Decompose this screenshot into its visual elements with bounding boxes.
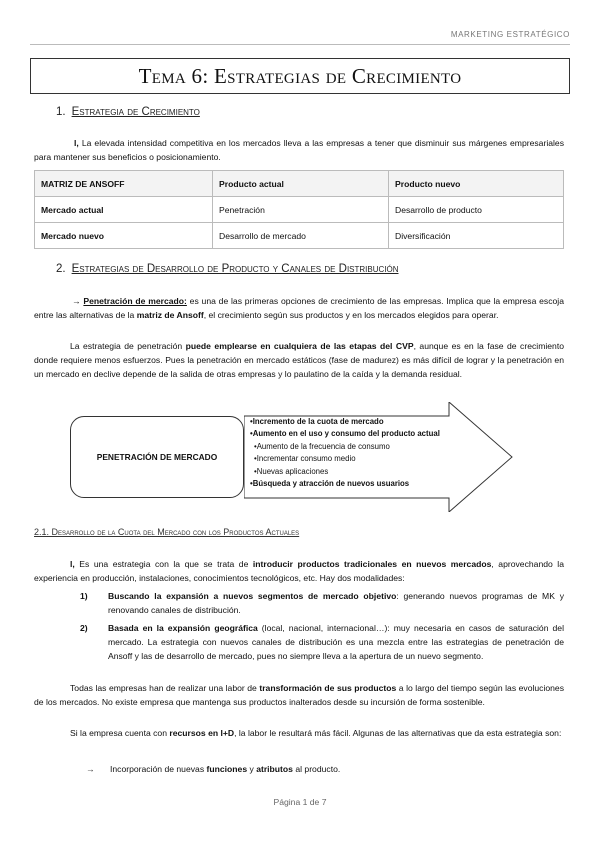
table-cell: Penetración: [213, 197, 389, 223]
arrow-glyph: →: [72, 296, 81, 306]
term-transformacion: transformación de sus productos: [259, 683, 397, 693]
running-header: MARKETING ESTRATÉGICO: [450, 30, 570, 39]
paragraph-text: , aprovechando la experiencia en producción, instalaciones, conocimientos tecnológicos, etc. Hay dos modalidades:: [34, 559, 564, 583]
table-header-cell: Producto nuevo: [389, 171, 564, 197]
bullet-text: y: [247, 764, 257, 774]
table-row: [35, 223, 564, 249]
section-number: 1.: [56, 106, 66, 118]
paragraph-text: Es una estrategia con la que se trata de: [74, 559, 253, 569]
table-header-row: [35, 171, 564, 197]
list-item: [80, 621, 564, 663]
table-header-cell: MATRIZ DE ANSOFF: [35, 171, 213, 197]
list-item: [80, 589, 564, 617]
paragraph-text: , aunque es en la fase de crecimiento donde requiere menos esfuerzos. Pues la penetración en mercado estáticos (fase de madurez) es más difícil de lograr y la penetración en un mercado en declive depende de la salida de otras empresas y lo paulatino de la caída y la demanda residual.: [34, 341, 564, 379]
arrow-glyph: →: [86, 764, 95, 774]
list-number: 2): [80, 623, 88, 633]
penetration-box: PENETRACIÓN DE MERCADO: [70, 416, 244, 498]
diagram-item: •Aumento de la frecuencia de consumo: [254, 441, 390, 451]
transformation-paragraph: [34, 681, 564, 709]
table-header-cell: Producto actual: [213, 171, 389, 197]
term-funciones: funciones: [206, 764, 248, 774]
bullet-text: Incorporación de nuevas: [110, 764, 207, 774]
paragraph-text: La estrategia de penetración: [70, 341, 186, 351]
paragraph-text: Si la empresa cuenta con: [70, 728, 170, 738]
table-cell: Desarrollo de mercado: [213, 223, 389, 249]
diagram-item: •Búsqueda y atracción de nuevos usuarios: [250, 479, 410, 489]
paragraph-text: , el crecimiento según sus productos y en los mercados elegidos para operar.: [203, 310, 499, 320]
term-rd: recursos en I+D: [169, 728, 235, 738]
section-1-paragraph: [34, 136, 564, 164]
diagram-item: •Aumento en el uso y consumo del producto actual: [250, 429, 440, 439]
header-rule: [30, 44, 570, 45]
list-text: (local, nacional, internacional…): muy necesaria en casos de saturación del mercado. La estrategia con nuevos canales de distribución es una mezcla entre las estrategias de penetración de Ansoff y las de desarrollo de mercado, pues no siempre lleva a la apertura de un nuevo segmento.: [108, 623, 564, 661]
penetration-paragraph: [34, 294, 564, 322]
diagram-item-list: [250, 416, 440, 490]
term-productos-tradicionales: introducir productos tradicionales en nuevos mercados: [252, 559, 492, 569]
term-cvp: puede emplearse en cualquiera de las etapas del CVP: [185, 341, 414, 351]
paragraph-text: es una de las primeras opciones de crecimiento de las empresas. Implica que la empresa escoja entre las alternativas de la: [34, 296, 564, 320]
document-title: Tema 6: Estrategias de Crecimiento: [138, 63, 462, 88]
document-title-box: [30, 58, 570, 94]
table-cell: Mercado actual: [35, 197, 213, 223]
section-1-heading: [56, 106, 200, 118]
list-text: : generando nuevos programas de MK y renovando canales de distribución.: [108, 591, 564, 615]
table-cell: Mercado nuevo: [35, 223, 213, 249]
section-number: 2.: [56, 263, 66, 275]
section-2-heading: [56, 263, 399, 275]
section-title: Estrategia de Crecimiento: [71, 106, 200, 118]
paragraph-marker: l,: [70, 559, 75, 569]
section-title: Estrategias de Desarrollo de Producto y Canales de Distribución: [71, 263, 399, 275]
ansoff-matrix-table: [34, 170, 564, 249]
paragraph-marker: l,: [74, 138, 79, 148]
table-cell: Diversificación: [389, 223, 564, 249]
bullet-text: al producto.: [292, 764, 341, 774]
paragraph-text: , la labor le resultará más fácil. Algunas de las alternativas que da esta estrategia son:: [234, 728, 562, 738]
list-term: Basada en la expansión geográfica: [108, 623, 258, 633]
diagram-item: •Nuevas aplicaciones: [254, 466, 329, 476]
term-atributos: atributos: [256, 764, 293, 774]
penetration-diagram: [68, 402, 516, 512]
paragraph-text: a lo largo del tiempo según las evoluciones de los mercados. No existe empresa que mantenga sus productos inalterados desde su incursión de forma sostenible.: [34, 683, 565, 707]
diagram-item: •Incremento de la cuota de mercado: [250, 417, 384, 426]
list-term: Buscando la expansión a nuevos segmentos de mercado objetivo: [108, 591, 397, 601]
paragraph-text: La elevada intensidad competitiva en los mercados lleva a las empresas a tener que disminuir sus márgenes empresariales para mantener sus beneficios o posicionamiento.: [34, 138, 564, 162]
rd-paragraph: [34, 726, 564, 740]
table-row: [35, 197, 564, 223]
term-ansoff: matriz de Ansoff: [136, 310, 204, 320]
page-footer: Página 1 de 7: [273, 797, 327, 807]
list-number: 1): [80, 591, 88, 601]
table-cell: Desarrollo de producto: [389, 197, 564, 223]
diagram-item: •Incrementar consumo medio: [254, 454, 356, 464]
subsection-2-1-heading: 2.1. Desarrollo de la Cuota del Mercado con los Productos Actuales: [34, 527, 300, 537]
subsection-2-1-paragraph: [34, 557, 564, 585]
cvp-paragraph: [34, 339, 564, 381]
alternative-bullet: [86, 762, 340, 776]
paragraph-text: Todas las empresas han de realizar una labor de: [70, 683, 260, 693]
term-penetracion: Penetración de mercado:: [83, 296, 187, 306]
